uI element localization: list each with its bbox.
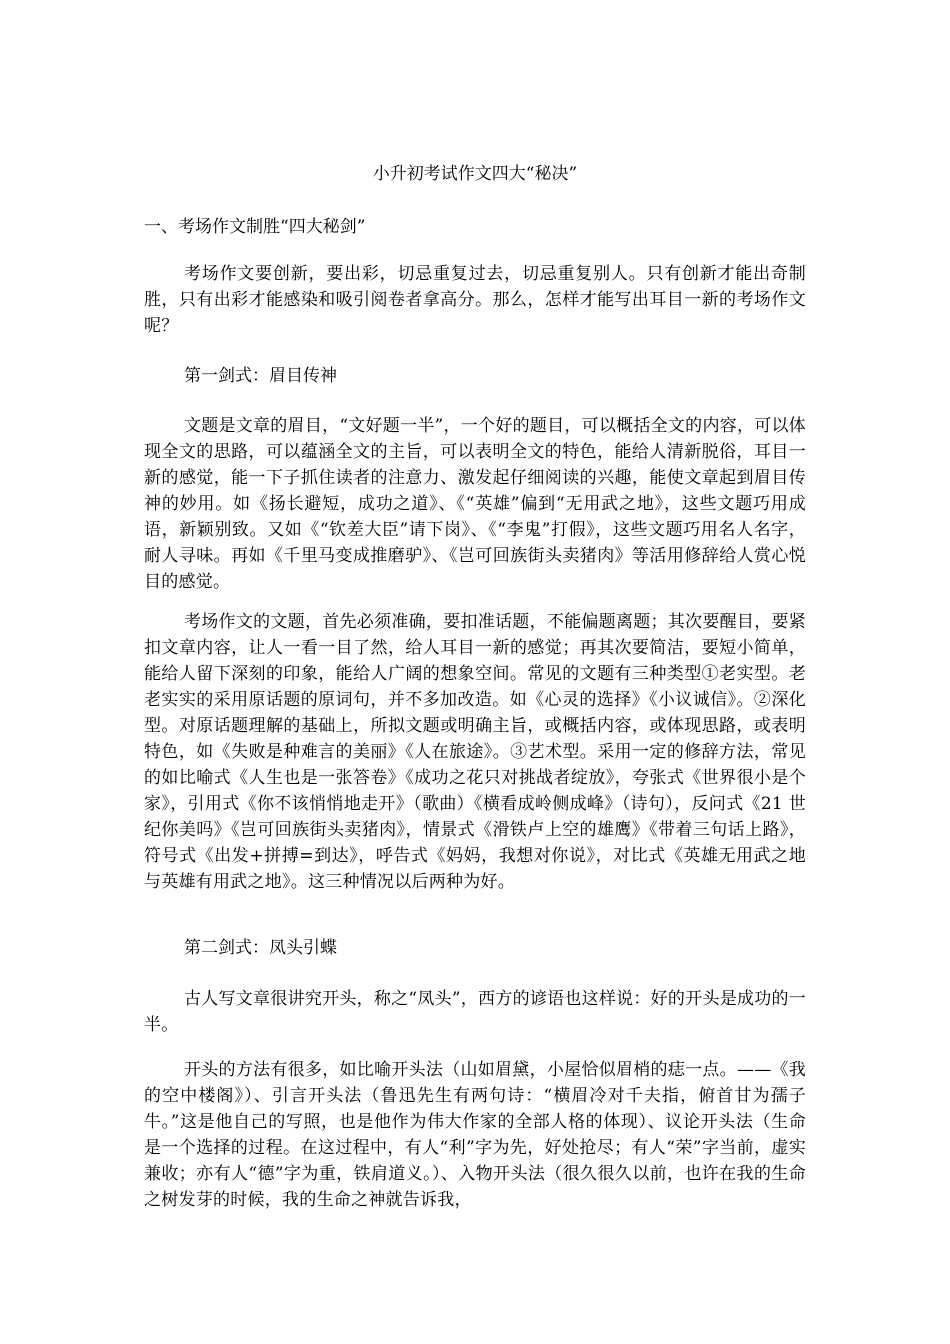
subheading-second-sword: 第二剑式：凤头引蝶	[184, 938, 337, 958]
paragraph-intro: 考场作文要创新，要出彩，切忌重复过去，切忌重复别人。只有创新才能出奇制胜，只有出彩才能感染和吸引阅卷者拿高分。那么，怎样才能写出耳目一新的考场作文呢？	[144, 264, 806, 336]
document-title: 小升初考试作文四大“秘决”	[372, 164, 578, 184]
subheading-first-sword: 第一剑式：眉目传神	[184, 366, 337, 386]
paragraph-title-importance: 文题是文章的眉目，“文好题一半”，一个好的题目，可以概括全文的内容，可以体现全文的思路，可以蕴涵全文的主旨，可以表明全文的特色，能给人清新脱俗，耳目一新的感觉，能一下子抓住读者的注意力、激发起仔细阅读的兴趣，能使文章起到眉目传神的妙用。如《扬长避短，成功之道》、《“英雄”偏到“无用武之地》，这些文题巧用成语，新颖别致。又如《“钦差大臣”请下岗》、《“李鬼”打假》，这些文题巧用名人名字，耐人寻味。再如《千里马变成推磨驴》、《岂可回族街头卖猪肉》等活用修辞给人赏心悦目的感觉。	[144, 416, 806, 592]
section-heading: 一、考场作文制胜“四大秘剑”	[144, 217, 366, 237]
paragraph-opening-importance: 古人写文章很讲究开头，称之“凤头”，西方的谚语也这样说：好的开头是成功的一半。	[144, 989, 806, 1035]
paragraph-title-types: 考场作文的文题，首先必须准确，要扣准话题，不能偏题离题；其次要醒目，要紧扣文章内容，让人一看一目了然，给人耳目一新的感觉；再其次要简洁，要短小简单，能给人留下深刻的印象，能给人广阔的想象空间。常见的文题有三种类型①老实型。老老实实的采用原话题的原词句，并不多加改造。如《心灵的选择》《小议诚信》。②深化型。对原话题理解的基础上，所拟文题或明确主旨，或概括内容，或体现思路，或表明特色，如《失败是种难言的美丽》《人在旅途》。③艺术型。采用一定的修辞方法，常见的如比喻式《人生也是一张答卷》《成功之花只对挑战者绽放》，夸张式《世界很小是个家》，引用式《你不该悄悄地走开》（歌曲）《横看成岭侧成峰》（诗句），反问式《21 世纪你美吗》《岂可回族街头卖猪肉》，情景式《滑铁卢上空的雄鹰》《带着三句话上路》，符号式《出发+拼搏=到达》，呼告式《妈妈，我想对你说》，对比式《英雄无用武之地与英雄有用武之地》。这三种情况以后两种为好。	[144, 612, 806, 892]
paragraph-opening-methods: 开头的方法有很多，如比喻开头法（山如眉黛，小屋恰似眉梢的痣一点。——《我的空中楼阁》）、引言开头法（鲁迅先生有两句诗：“横眉冷对千夫指，俯首甘为孺子牛。”这是他自己的写照，也是他作为伟大作家的全部人格的体现）、议论开头法（生命是一个选择的过程。在这过程中，有人“利”字为先，好处抢尽；有人“荣”字当前，虚实兼收；亦有人“德”字为重，铁肩道义。）、入物开头法（很久很久以前，也许在我的生命之树发芽的时候，我的生命之神就告诉我，	[144, 1060, 806, 1210]
